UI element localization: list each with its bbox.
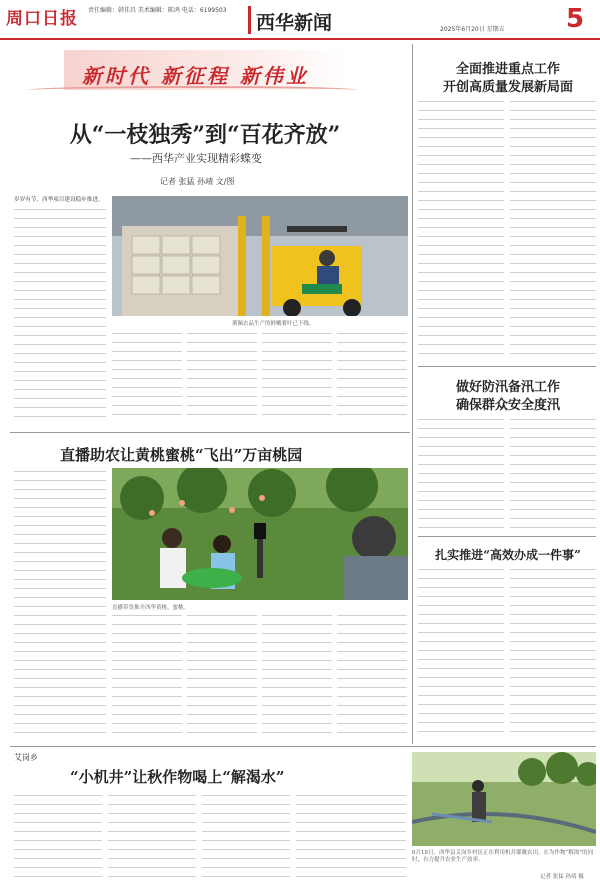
story1-byline: 记者 张猛 孙靖 文/图 — [160, 177, 235, 186]
story2-photo-caption: 直播带货推介西华黄桃、蜜桃。 — [112, 605, 190, 611]
story1-body-col4 — [262, 330, 332, 420]
story3-headline: 全面推进重点工作 — [455, 62, 560, 77]
story4-headline: 做好防汛备汛工作 — [455, 380, 560, 395]
issue-date: 2025年6月20日 星期五 — [440, 26, 505, 33]
campaign-banner-text: 新时代 新征程 新伟业 — [82, 64, 309, 88]
story5-body-col2 — [510, 566, 596, 738]
page-number: 5 — [566, 4, 585, 34]
section-title: 西华新闻 — [256, 12, 333, 34]
story2-photo — [112, 468, 408, 600]
section-divider — [248, 6, 251, 34]
story1-headline: 从“一枝独秀”到“百花齐放” — [69, 122, 341, 148]
story1-body-col2 — [112, 330, 182, 420]
story3-headline-line2: 开创高质量发展新局面 — [442, 80, 573, 95]
story2-body-col3 — [187, 612, 257, 740]
story4-body-col2 — [510, 416, 596, 528]
story1-photo-caption: 薯佩农品生产的鲜嫩薯叶已下线。 — [232, 321, 315, 327]
story6-body-col4 — [296, 792, 406, 878]
story6-body-col3 — [202, 792, 290, 878]
story6-headline: “小机井”让秋作物喝上“解渴水” — [70, 768, 285, 786]
story1-subtitle: ——西华产业实现精彩蝶变 — [130, 152, 262, 165]
editor-info — [88, 6, 227, 15]
story2-body-col1 — [14, 468, 106, 740]
editor-line: 责任编辑：韩佳昌 美术编辑：陈鸿 电话：6199503 — [88, 7, 227, 14]
story6-kicker: 艾岗乡 — [14, 753, 38, 762]
story2-body-col5 — [337, 612, 407, 740]
story4-body-col1 — [418, 416, 504, 528]
story2-body-col4 — [262, 612, 332, 740]
divider-story3 — [418, 366, 596, 367]
story1-body-col3 — [187, 330, 257, 420]
story3-body-col1 — [418, 98, 504, 358]
divider-bottom — [10, 746, 596, 747]
newspaper-logo: 周口日报 — [6, 9, 78, 29]
story6-body-col2 — [108, 792, 196, 878]
divider-story4 — [418, 536, 596, 537]
divider-story1 — [10, 432, 410, 433]
story1-photo — [112, 196, 408, 316]
story6-photo-credit: 记者 张猛 孙靖 摄 — [540, 874, 584, 880]
story1-body-col1 — [14, 206, 106, 420]
story6-photo-caption: 6月18日，西华县艾岗乡村民正在利用机井灌溉农田，在为作物“解渴”的同时，有力提升农业生产效率。 — [412, 850, 594, 863]
column-divider — [412, 44, 413, 744]
story3-body-col2 — [510, 98, 596, 358]
story6-photo — [412, 752, 596, 846]
story2-body-col2 — [112, 612, 182, 740]
story4-headline-line2: 确保群众安全度汛 — [455, 398, 560, 413]
story1-body-col5 — [337, 330, 407, 420]
story1-lead: 岁岁有节，西华项目建设稳步推进。 — [14, 197, 104, 203]
story5-headline: 扎实推进“高效办成一件事” — [435, 548, 581, 562]
story6-body-col1 — [14, 792, 102, 878]
story5-body-col1 — [418, 566, 504, 738]
story2-headline: 直播助农让黄桃蜜桃“飞出”万亩桃园 — [60, 446, 303, 464]
